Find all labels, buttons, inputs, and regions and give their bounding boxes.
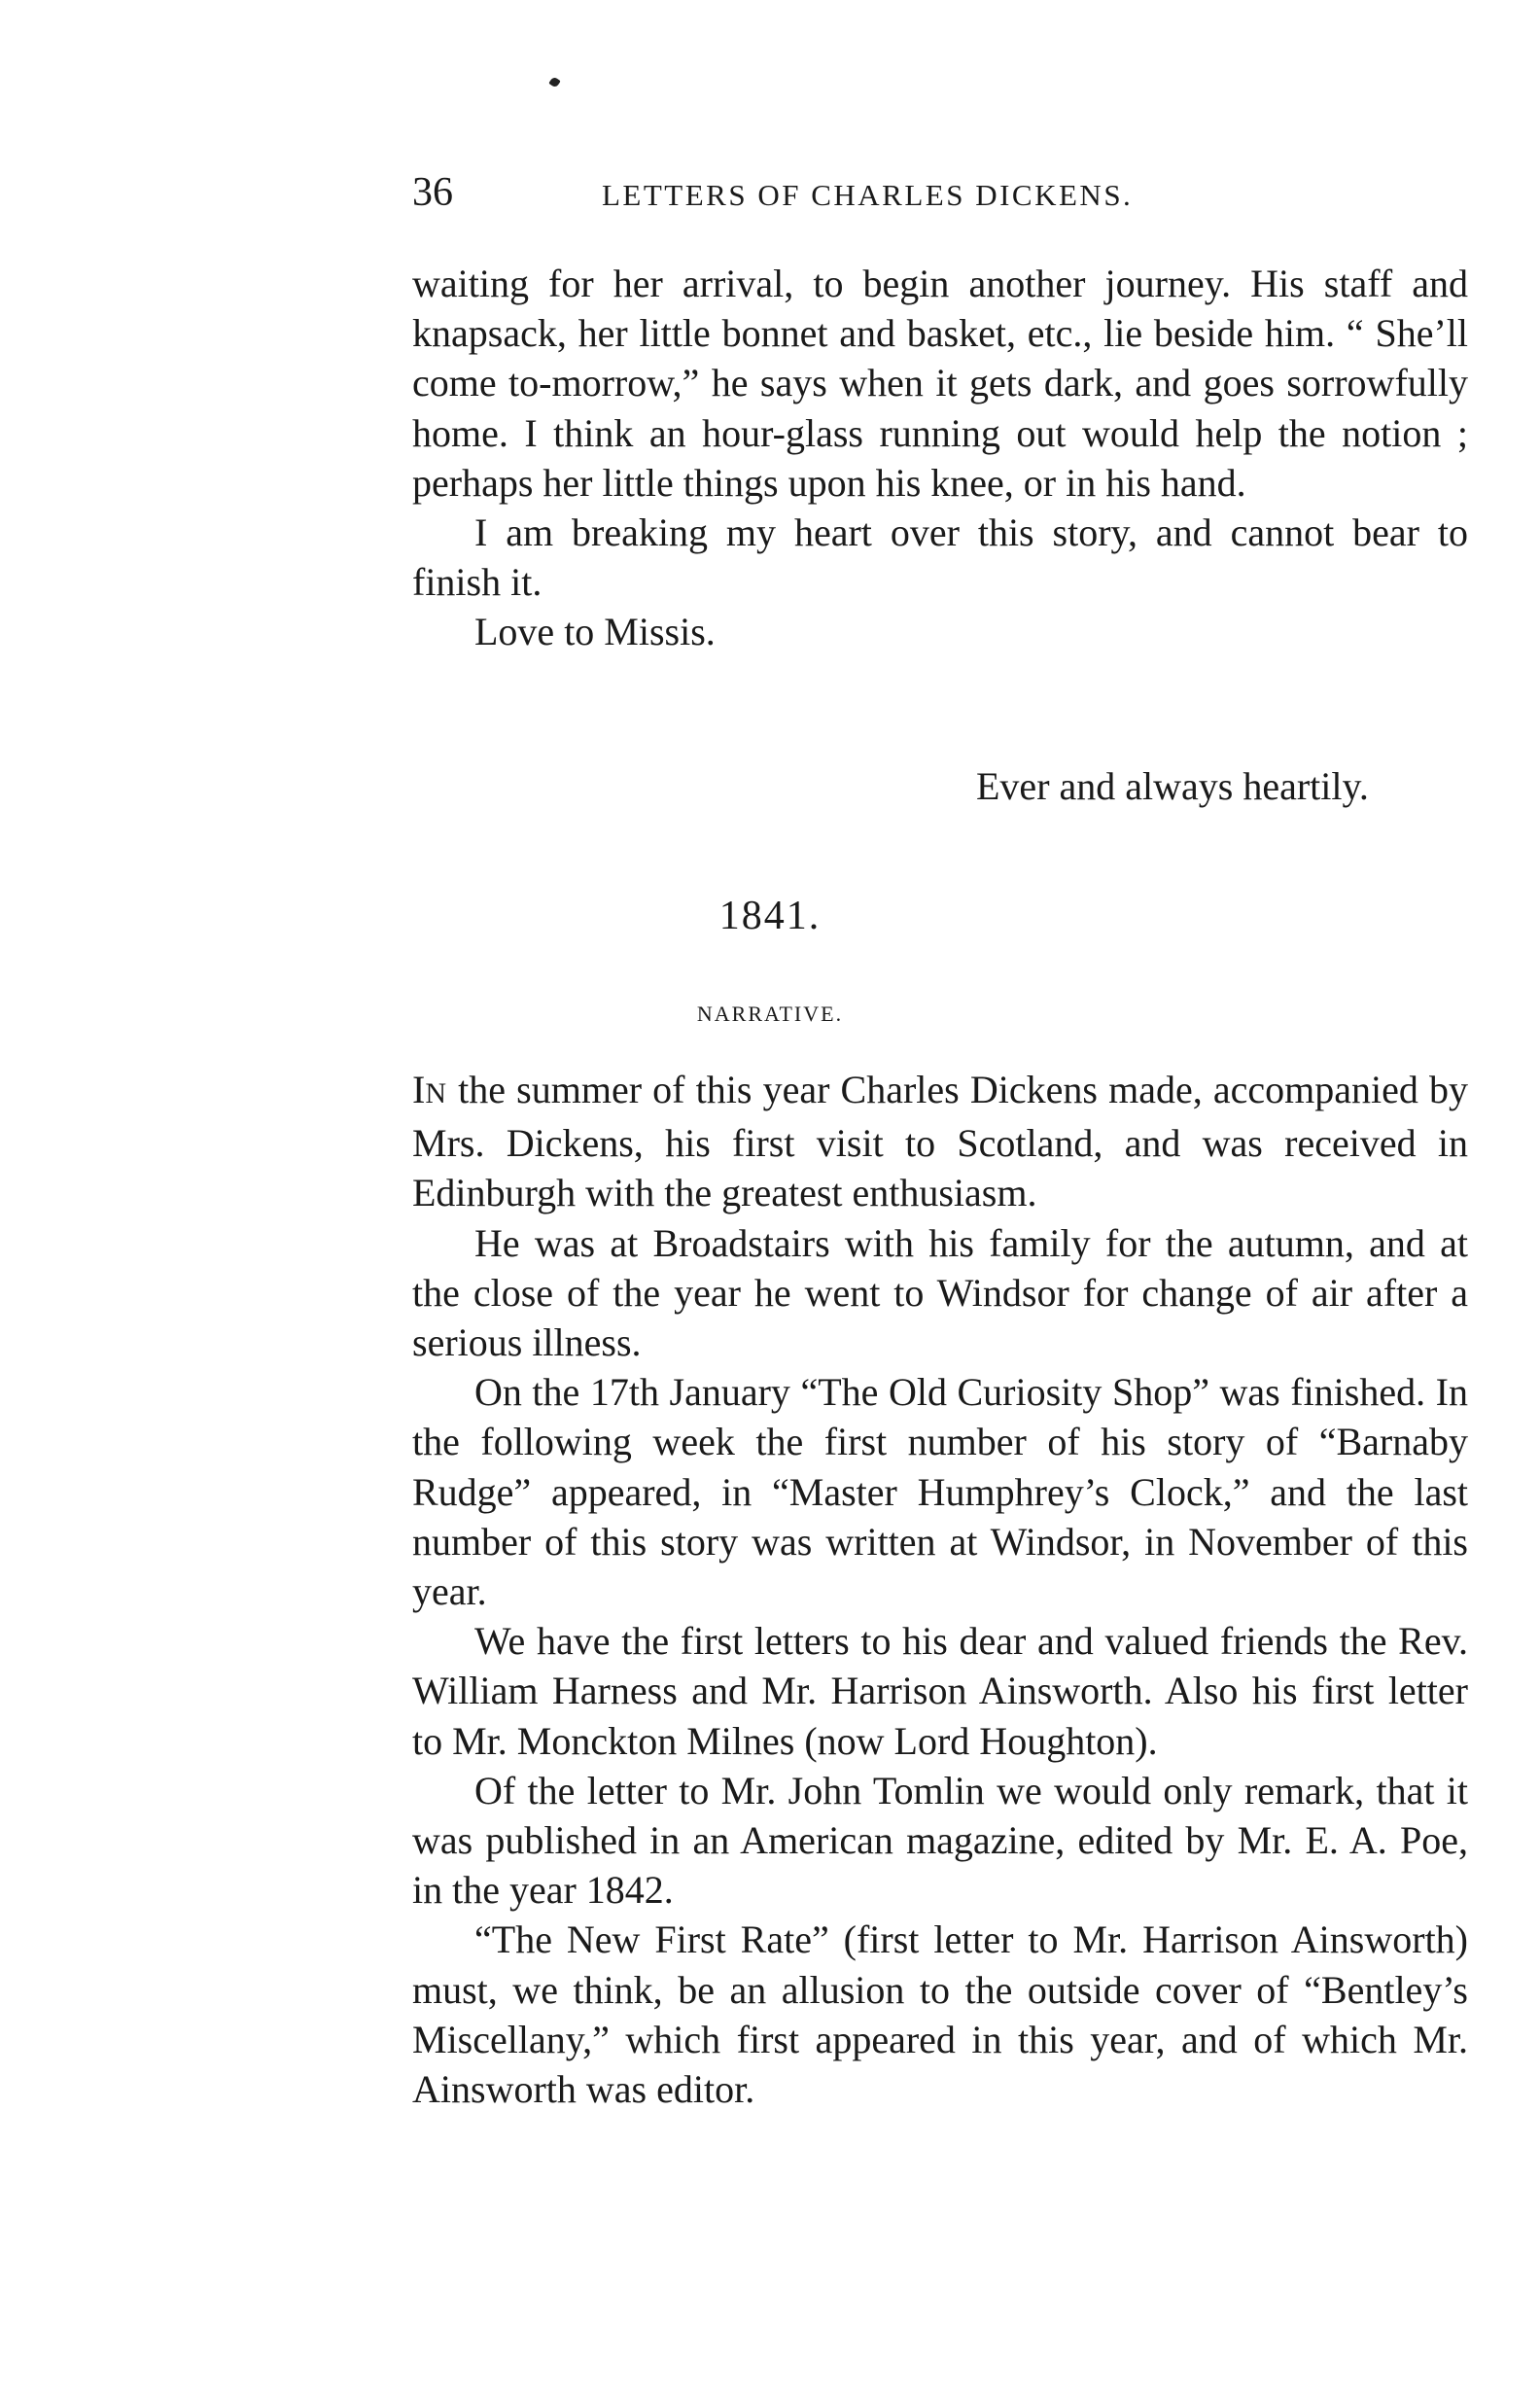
running-head-title: LETTERS OF CHARLES DICKENS. bbox=[602, 178, 1134, 212]
narrative-body bbox=[412, 1065, 1468, 2114]
narrative-paragraph-3: On the 17th January “The Old Curiosity Shop” was finished. In the following week the first number of his story of “Barnaby Rudge” appeared, in “Master Humphrey’s Clock,” and the last number of this story was written at Windsor, in November of this year. bbox=[412, 1370, 1468, 1614]
narrative-paragraph-2: He was at Broadstairs with his family for the autumn, and at the close of the year he went to Windsor for change of air after a serious illness. bbox=[412, 1220, 1468, 1365]
narrative-paragraph-6: “The New First Rate” (first letter to Mr. Harrison Ainsworth) must, we think, be an allusion to the outside cover of “Bentley’s Miscellany,” which first appeared in this year, and of which Mr. Ainsworth was editor. bbox=[412, 1917, 1468, 2112]
small-caps-opening bbox=[412, 1068, 447, 1111]
section-year-heading: 1841. bbox=[718, 894, 822, 938]
running-head bbox=[412, 163, 1443, 222]
letter-signoff: Ever and always heartily. bbox=[976, 764, 1369, 808]
narrative-paragraph-5: Of the letter to Mr. John Tomlin we would only remark, that it was published in an American magazine, edited by Mr. E. A. Poe, in the year 1842. bbox=[412, 1768, 1468, 1913]
page-number: 36 bbox=[412, 170, 453, 215]
narrative-paragraph-1-text: the summer of this year Charles Dickens made, accompanied by Mrs. Dickens, his first visit to Scotland, and was received in Edinburgh with the greatest enthusiasm. bbox=[412, 1068, 1468, 1215]
letter-paragraph-2: I am breaking my heart over this story, and cannot bear to finish it. bbox=[412, 510, 1468, 605]
letter-paragraph-3: Love to Missis. bbox=[474, 610, 716, 654]
narrative-paragraph-4: We have the first letters to his dear and valued friends the Rev. William Harness and Mr. Harrison Ainsworth. Also his first letter to Mr. Monckton Milnes (now Lord Houghton). bbox=[412, 1619, 1468, 1763]
letter-paragraph-1: waiting for her arrival, to begin another journey. His staff and knapsack, her little bonnet and basket, etc., lie beside him. “ She’ll come to-morrow,” he says when it gets dark, and goes sorrowfully home. I think an hour-glass running out would help the notion ; perhaps her little things upon his knee, or in his hand. bbox=[412, 262, 1468, 505]
ink-speck bbox=[548, 76, 561, 88]
narrative-paragraph-1 bbox=[412, 1065, 1468, 1218]
opening-capital: I bbox=[412, 1068, 426, 1111]
opening-small-caps: N bbox=[425, 1077, 447, 1109]
narrative-label: NARRATIVE. bbox=[696, 1002, 844, 1026]
letter-body bbox=[412, 259, 1468, 657]
